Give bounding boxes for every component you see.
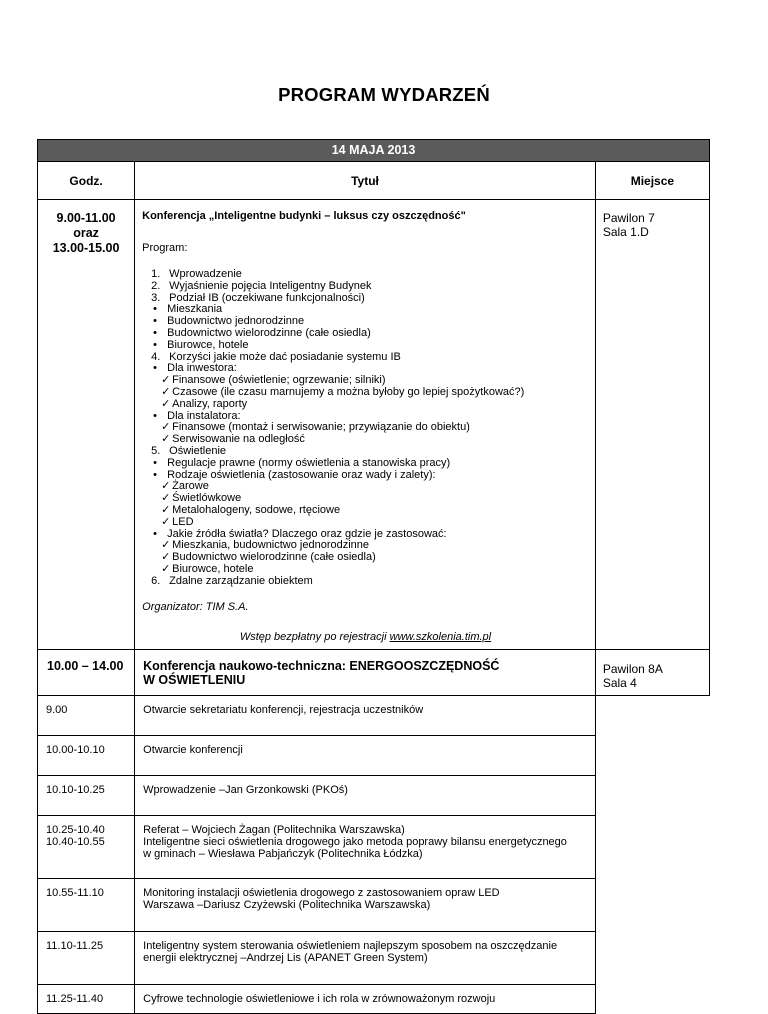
- session-description-line: Monitoring instalacji oświetlenia drogowego z zastosowaniem opraw LED: [143, 886, 500, 899]
- bullet-icon: •: [153, 362, 157, 375]
- program-item-text: Oświetlenie: [169, 444, 226, 457]
- program-item: [142, 505, 589, 517]
- session-time-line: 10.00-10.10: [46, 743, 105, 756]
- program-item-text: Mieszkania: [167, 303, 223, 316]
- session-description: [135, 815, 596, 878]
- event2-title: [135, 649, 596, 695]
- program-item-text: Świetlówkowe: [172, 492, 242, 505]
- session-description-line: energii elektrycznej –Andrzej Lis (APANET Green System): [143, 951, 428, 964]
- session-description-line: Otwarcie konferencji: [143, 743, 243, 756]
- program-item-text: Czasowe (ile czasu marnujemy a można byłoby go lepiej spożytkować?): [172, 385, 525, 398]
- program-table: [37, 139, 710, 1014]
- session-description-line: Inteligentne sieci oświetlenia drogowego jako metoda poprawy bilansu energetycznego: [143, 835, 567, 848]
- checkmark-icon: ✓: [161, 503, 171, 516]
- event2-sessions: [38, 695, 710, 1013]
- session-time-line: 11.10-11.25: [46, 939, 104, 952]
- event2-time: [38, 649, 135, 695]
- bullet-icon: •: [153, 468, 157, 481]
- session-time: [38, 984, 135, 1013]
- item-number: 3.: [151, 291, 161, 304]
- program-item-text: Metalohalogeny, sodowe, rtęciowe: [172, 503, 341, 516]
- program-item-text: Biurowce, hotele: [167, 338, 249, 351]
- session-description: [135, 931, 596, 984]
- session-time-line: 10.25-10.40: [46, 823, 105, 836]
- item-number: 4.: [151, 350, 161, 363]
- program-item-text: Budownictwo wielorodzinne (całe osiedla): [167, 326, 371, 339]
- program-item-text: Biurowce, hotele: [172, 562, 254, 575]
- event1-place: [595, 200, 709, 650]
- date-header: 14 MAJA 2013: [38, 140, 710, 162]
- event2-place-line2: Sala 4: [602, 675, 637, 690]
- bullet-icon: •: [153, 326, 157, 339]
- checkmark-icon: ✓: [161, 480, 171, 493]
- event1-time-line2: oraz: [73, 226, 99, 240]
- event1-program-list: [142, 269, 589, 588]
- session-description-line: Wprowadzenie –Jan Grzonkowski (PKOś): [143, 783, 348, 796]
- event1-place-line1: Pawilon 7: [602, 211, 655, 225]
- session-time-line: 11.25-11.40: [46, 992, 104, 1005]
- session-time: [38, 815, 135, 878]
- program-item-text: Żarowe: [172, 480, 209, 493]
- event2-place-line1: Pawilon 8A: [602, 661, 663, 676]
- event1-title: Konferencja „Inteligentne budynki – luksus czy oszczędność": [142, 210, 466, 222]
- event1-entry-info: [142, 631, 589, 645]
- program-item-text: Jakie źródła światła? Dlaczego oraz gdzie je zastosować:: [167, 527, 447, 540]
- session-row: [38, 984, 710, 1013]
- column-header-time: Godz.: [38, 162, 135, 200]
- session-description-line: Inteligentny system sterowania oświetleniem najlepszym sposobem na oszczędzanie: [143, 939, 558, 952]
- program-item: [142, 576, 589, 588]
- bullet-icon: •: [153, 409, 157, 422]
- checkmark-icon: ✓: [161, 539, 171, 552]
- event1-time-line1: 9.00-11.00: [56, 211, 116, 225]
- program-item: [142, 470, 589, 482]
- session-row: [38, 878, 710, 931]
- item-number: 1.: [151, 268, 161, 280]
- bullet-icon: •: [153, 338, 157, 351]
- program-item-text: Podział IB (oczekiwane funkcjonalności): [169, 291, 365, 304]
- bullet-icon: •: [153, 303, 157, 316]
- event1-place-line2: Sala 1.D: [602, 225, 649, 239]
- checkmark-icon: ✓: [161, 421, 171, 434]
- checkmark-icon: ✓: [161, 551, 171, 564]
- session-time: [38, 878, 135, 931]
- program-item-text: LED: [172, 515, 194, 528]
- event1-time-line3: 13.00-15.00: [52, 241, 120, 255]
- checkmark-icon: ✓: [161, 562, 171, 575]
- event1-time: [38, 200, 135, 650]
- session-row: [38, 815, 710, 878]
- session-description-line: Referat – Wojciech Żagan (Politechnika Warszawska): [143, 823, 405, 836]
- session-row: [38, 931, 710, 984]
- item-number: 5.: [151, 444, 161, 457]
- session-description: [135, 735, 596, 775]
- checkmark-icon: ✓: [161, 397, 171, 410]
- column-header-title: Tytuł: [135, 162, 596, 200]
- session-description-line: w gminach – Wiesława Pabjańczyk (Politechnika Łódzka): [143, 847, 423, 860]
- program-item-text: Wyjaśnienie pojęcia Inteligentny Budynek: [169, 279, 372, 292]
- event2-place: [595, 649, 709, 695]
- bullet-icon: •: [153, 315, 157, 328]
- bullet-icon: •: [153, 456, 157, 469]
- session-row: [38, 695, 710, 735]
- session-time: [38, 695, 135, 735]
- event1-details: [135, 200, 596, 650]
- page-title: PROGRAM WYDARZEŃ: [278, 84, 490, 105]
- session-row: [38, 735, 710, 775]
- checkmark-icon: ✓: [161, 374, 171, 387]
- event1-organizer: Organizator: TIM S.A.: [142, 600, 249, 613]
- program-item-text: Dla inwestora:: [167, 362, 237, 375]
- event2-header-row: [38, 649, 710, 695]
- checkmark-icon: ✓: [161, 492, 171, 505]
- session-description-line: Otwarcie sekretariatu konferencji, rejestracja uczestników: [143, 703, 424, 716]
- event2-title-line1: Konferencja naukowo-techniczna: ENERGOOSZCZĘDNOŚĆ: [143, 658, 500, 673]
- checkmark-icon: ✓: [161, 385, 171, 398]
- program-item-text: Serwisowanie na odległość: [172, 433, 305, 446]
- session-description-line: Warszawa –Dariusz Czyżewski (Politechnika Warszawska): [143, 898, 431, 911]
- program-item-text: Mieszkania, budownictwo jednorodzinne: [172, 539, 370, 552]
- event2-title-line2: W OŚWIETLENIU: [143, 672, 246, 687]
- program-item-text: Budownictwo wielorodzinne (całe osiedla): [172, 551, 376, 564]
- session-time-line: 9.00: [46, 703, 68, 716]
- program-item-text: Budownictwo jednorodzinne: [167, 315, 305, 328]
- program-item-text: Finansowe (oświetlenie; ogrzewanie; silniki): [172, 374, 386, 387]
- program-item-text: Dla instalatora:: [167, 409, 241, 422]
- checkmark-icon: ✓: [161, 433, 171, 446]
- event1-entry-text: Wstęp bezpłatny po rejestracji: [239, 630, 390, 643]
- item-number: 2.: [151, 279, 161, 292]
- session-time: [38, 735, 135, 775]
- session-description: [135, 984, 596, 1013]
- event1-row: [38, 200, 710, 650]
- session-description: [135, 878, 596, 931]
- event1-program-label: Program:: [142, 242, 188, 254]
- program-item-text: Rodzaje oświetlenia (zastosowanie oraz wady i zalety):: [167, 468, 436, 481]
- session-time-line: 10.10-10.25: [46, 783, 105, 796]
- program-item-text: Wprowadzenie: [169, 268, 242, 280]
- program-item-text: Finansowe (montaż i serwisowanie; przywiązanie do obiektu): [172, 421, 470, 434]
- session-time: [38, 775, 135, 815]
- session-description-line: Cyfrowe technologie oświetleniowe i ich rola w zrównoważonym rozwoju: [143, 992, 496, 1005]
- program-item-text: Regulacje prawne (normy oświetlenia a stanowiska pracy): [167, 456, 451, 469]
- item-number: 6.: [151, 574, 161, 587]
- checkmark-icon: ✓: [161, 515, 171, 528]
- program-item-text: Korzyści jakie może dać posiadanie systemu IB: [169, 350, 401, 363]
- session-time: [38, 931, 135, 984]
- session-description: [135, 775, 596, 815]
- session-time-line: 10.55-11.10: [46, 886, 104, 899]
- session-description: [135, 695, 596, 735]
- event2-time-text: 10.00 – 14.00: [47, 658, 124, 673]
- session-row: [38, 775, 710, 815]
- session-time-line: 10.40-10.55: [46, 835, 105, 848]
- bullet-icon: •: [153, 527, 157, 540]
- program-item-text: Zdalne zarządzanie obiektem: [169, 574, 313, 587]
- event1-registration-link[interactable]: www.szkolenia.tim.pl: [389, 630, 492, 643]
- program-item-text: Analizy, raporty: [172, 397, 248, 410]
- column-header-place: Miejsce: [595, 162, 709, 200]
